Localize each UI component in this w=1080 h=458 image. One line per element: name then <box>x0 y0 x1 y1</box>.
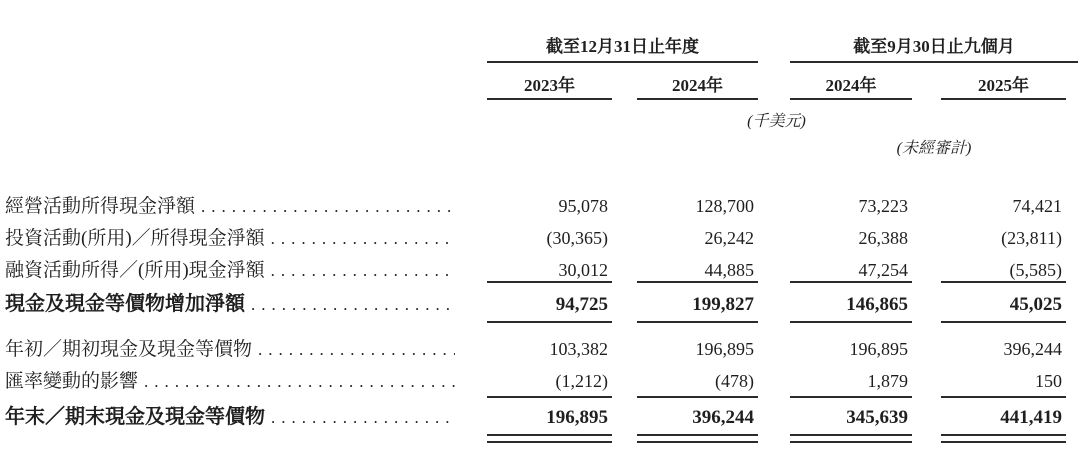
year-column-header-2024: 2024年 <box>672 76 723 95</box>
dot-leader <box>251 295 455 315</box>
cell-value: 196,895 <box>695 339 754 359</box>
year-column-header-2025-9m: 2025年 <box>978 76 1029 95</box>
cell-value: 199,827 <box>692 294 754 315</box>
table-row-investing-cash <box>0 226 1066 250</box>
row-label: 年初／期初現金及現金等價物 <box>5 339 253 360</box>
cell-value: 26,242 <box>704 228 754 248</box>
row-label: 投資活動(所用)／所得現金淨額 <box>5 228 265 249</box>
cell-value: 396,244 <box>1003 339 1062 359</box>
cell-value: 150 <box>1035 371 1062 391</box>
dot-leader <box>258 340 455 360</box>
cell-value: (23,811) <box>1001 228 1062 248</box>
total-rule-above <box>0 281 1066 283</box>
cell-value: 196,895 <box>849 339 908 359</box>
table-row-fx-effect <box>0 369 1066 393</box>
cell-value: 103,382 <box>549 339 608 359</box>
year-column-header-2024-9m: 2024年 <box>825 76 877 95</box>
cell-value: 128,700 <box>695 196 754 216</box>
cell-value: 1,879 <box>867 371 908 391</box>
row-label: 融資活動所得／(所用)現金淨額 <box>5 260 265 281</box>
cell-value: 26,388 <box>858 228 908 248</box>
group-header-rule <box>790 61 1078 63</box>
group-header-rule <box>487 61 758 63</box>
dot-leader <box>201 197 455 217</box>
cell-value: (30,365) <box>546 228 608 248</box>
row-label: 年末／期末現金及現金等價物 <box>5 406 265 428</box>
dot-leader <box>271 229 455 249</box>
year-header-rule <box>941 98 1066 100</box>
cell-value: 94,725 <box>555 294 608 315</box>
cell-value: 45,025 <box>1009 294 1062 315</box>
unit-note: (千美元) <box>747 113 806 130</box>
total-rule-below <box>0 321 1066 323</box>
row-label: 經營活動所得現金淨額 <box>5 196 196 217</box>
total-rule-above <box>0 396 1066 398</box>
table-row-ending-cash-total <box>0 405 1066 429</box>
year-column-header-2023: 2023年 <box>524 76 575 95</box>
table-row-operating-cash <box>0 194 1066 218</box>
cell-value: 44,885 <box>704 260 754 280</box>
cell-value: (1,212) <box>555 371 608 391</box>
cell-value: 95,078 <box>558 196 608 216</box>
cell-value: 30,012 <box>558 260 608 280</box>
cell-value: 74,421 <box>1012 196 1062 216</box>
unaudited-note: (未經審計) <box>896 140 972 157</box>
dot-leader <box>144 372 455 392</box>
cell-value: (5,585) <box>1009 260 1062 280</box>
table-row-net-increase-total <box>0 292 1066 316</box>
cell-value: 345,639 <box>846 407 908 428</box>
cell-value: 196,895 <box>546 407 608 428</box>
year-header-rule <box>790 98 912 100</box>
row-label: 現金及現金等價物增加淨額 <box>5 293 245 315</box>
cell-value: 146,865 <box>846 294 908 315</box>
cell-value: 47,254 <box>858 260 908 280</box>
cell-value: (478) <box>715 371 754 391</box>
dot-leader <box>271 261 455 281</box>
table-row-beginning-cash <box>0 337 1066 361</box>
cell-value: 396,244 <box>692 407 754 428</box>
year-header-rule <box>487 98 612 100</box>
table-row-financing-cash <box>0 258 1066 282</box>
cell-value: 73,223 <box>858 196 908 216</box>
dot-leader <box>271 408 455 428</box>
cell-value: 441,419 <box>1000 407 1062 428</box>
double-rule <box>0 434 1066 443</box>
period-group-title-annual: 截至12月31日止年度 <box>546 37 699 56</box>
year-header-rule <box>637 98 758 100</box>
period-group-title-nine-months: 截至9月30日止九個月 <box>853 37 1015 56</box>
row-label: 匯率變動的影響 <box>5 371 139 392</box>
